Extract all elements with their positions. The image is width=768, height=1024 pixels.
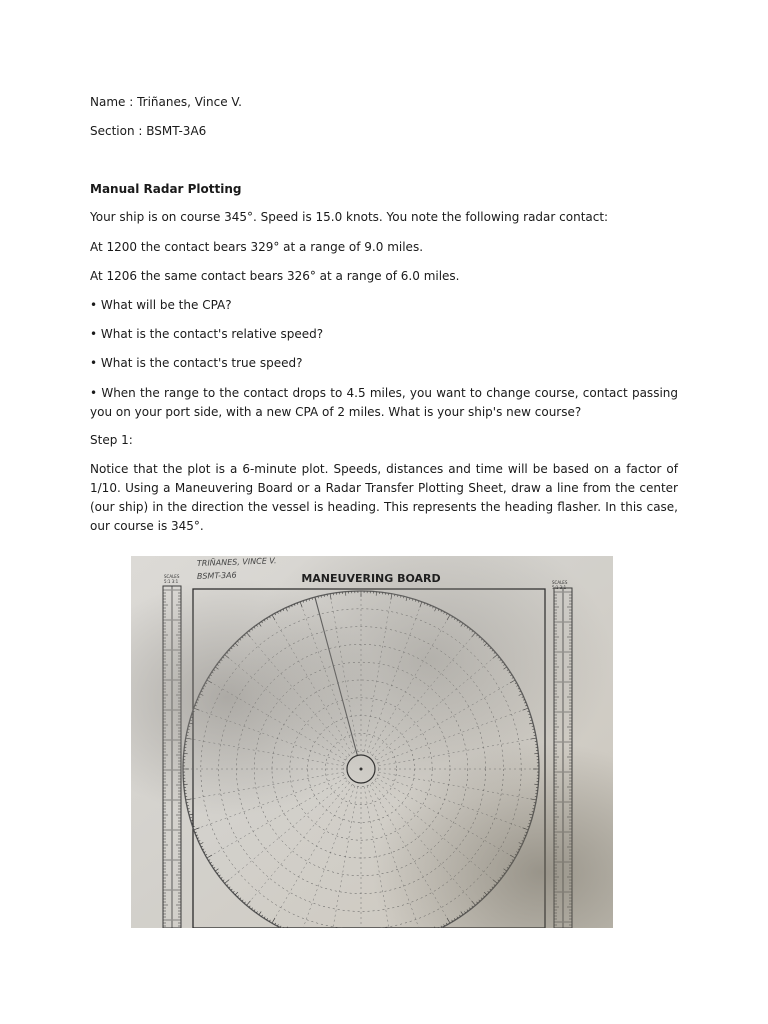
maneuvering-board-photo [131,556,613,928]
left-scales-ratio: 5:1 3:1 [164,579,179,584]
question-new-course: • When the range to the contact drops to 4.5 miles, you want to change course, contact passing you on your port side, with a new CPA of 2 miles. What is your ship's new course? [90,386,678,419]
section-line: Section : BSMT-3A6 [90,124,207,138]
board-title: MANEUVERING BOARD [301,572,441,585]
second-observation: At 1206 the same contact bears 326° at a range of 6.0 miles. [90,269,460,283]
question-true-speed: • What is the contact's true speed? [90,356,303,370]
question-relative-speed: • What is the contact's relative speed? [90,327,324,341]
section-heading: Manual Radar Plotting [90,182,242,196]
right-scales-ratio: 5:1 3:1 [552,585,567,590]
handwritten-section: BSMT-3A6 [196,570,237,581]
name-line: Name : Triñanes, Vince V. [90,95,242,109]
maneuvering-board-drawing [131,556,613,928]
problem-statement: Your ship is on course 345°. Speed is 15.0 knots. You note the following radar contact: [90,210,609,224]
step-label: Step 1: [90,433,133,447]
right-scales-label: SCALES [552,580,568,585]
first-observation: At 1200 the contact bears 329° at a range of 9.0 miles. [90,240,424,254]
question-cpa: • What will be the CPA? [90,298,232,312]
handwritten-name: TRIÑANES, VINCE V. [196,556,277,568]
step-instructions: Notice that the plot is a 6-minute plot. Speeds, distances and time will be based on a factor of 1/10. Using a Maneuvering Board or a Radar Transfer Plotting Sheet, draw a line from the center (our ship) in the direction the vessel is heading. This represents the heading flasher. In this case, our course is 345°. [90,462,678,533]
left-scales-label: SCALES [164,574,180,579]
